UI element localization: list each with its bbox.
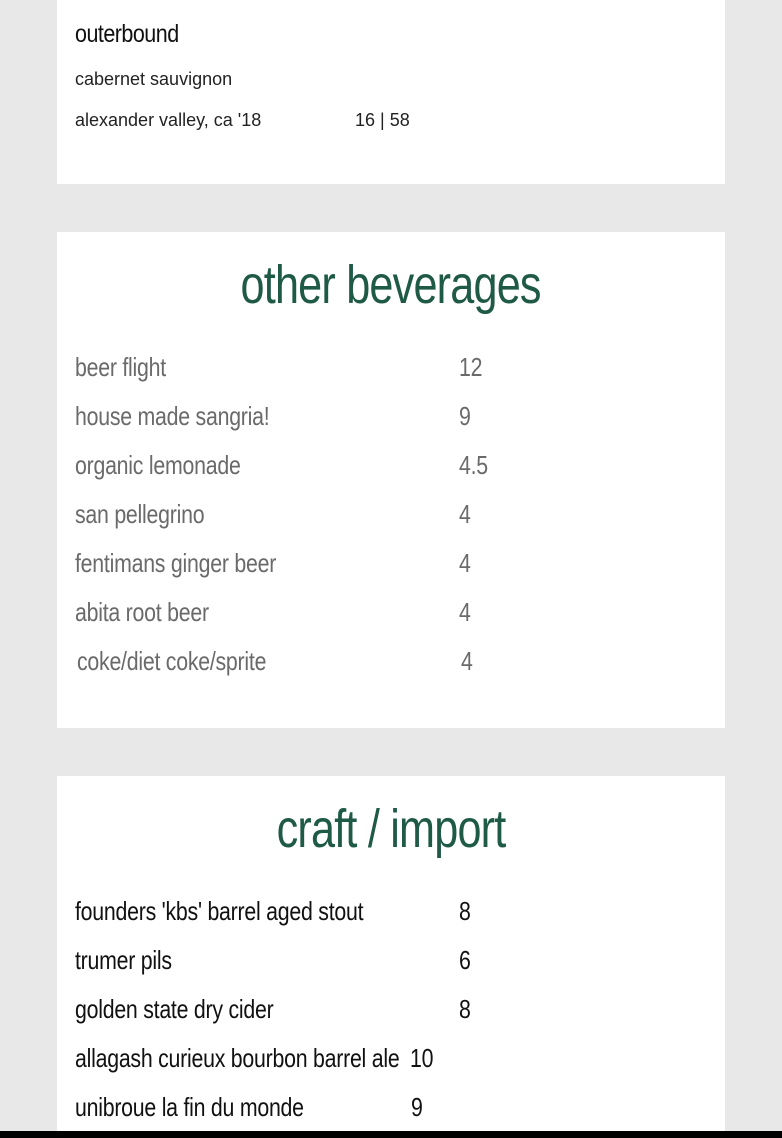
craft-import-card xyxy=(57,776,725,1138)
menu-item-name: coke/diet coke/sprite xyxy=(77,646,267,676)
wine-price: 16 | 58 xyxy=(355,110,410,130)
menu-item-name: house made sangria! xyxy=(75,401,270,431)
wine-variety: cabernet sauvignon xyxy=(75,69,233,89)
menu-item-price: 4 xyxy=(459,597,471,627)
menu-item-name: abita root beer xyxy=(75,597,209,627)
menu-item-price: 9 xyxy=(411,1092,423,1122)
menu-item-price: 8 xyxy=(459,994,471,1024)
menu-item-price: 8 xyxy=(459,896,471,926)
menu-item-name: founders 'kbs' barrel aged stout xyxy=(75,896,364,926)
other-beverages-card xyxy=(57,232,725,728)
menu-item-name: san pellegrino xyxy=(75,499,205,529)
menu-item-name: golden state dry cider xyxy=(75,994,274,1024)
menu-item-price: 4 xyxy=(461,646,473,676)
bottom-bar xyxy=(0,1131,782,1138)
section-title-other-beverages: other beverages xyxy=(240,255,542,315)
menu-item-price: 6 xyxy=(459,945,471,975)
section-title-craft-import: craft / import xyxy=(276,799,506,859)
menu-item-name: unibroue la fin du monde xyxy=(75,1092,304,1122)
menu-item-price: 12 xyxy=(459,352,483,382)
menu-item-name: allagash curieux bourbon barrel ale xyxy=(75,1043,400,1073)
menu-item-name: fentimans ginger beer xyxy=(75,548,277,578)
menu-item-name: beer flight xyxy=(75,352,166,382)
wine-origin: alexander valley, ca '18 xyxy=(75,110,262,130)
menu-item-price: 4 xyxy=(459,548,471,578)
menu-item-price: 9 xyxy=(459,401,471,431)
menu-item-price: 4.5 xyxy=(459,450,488,480)
menu-item-price: 4 xyxy=(459,499,471,529)
wine-name: outerbound xyxy=(75,20,179,48)
menu-item-name: trumer pils xyxy=(75,945,172,975)
wine-card xyxy=(57,0,725,184)
menu-item-name: organic lemonade xyxy=(75,450,241,480)
menu-item-price: 10 xyxy=(410,1043,434,1073)
